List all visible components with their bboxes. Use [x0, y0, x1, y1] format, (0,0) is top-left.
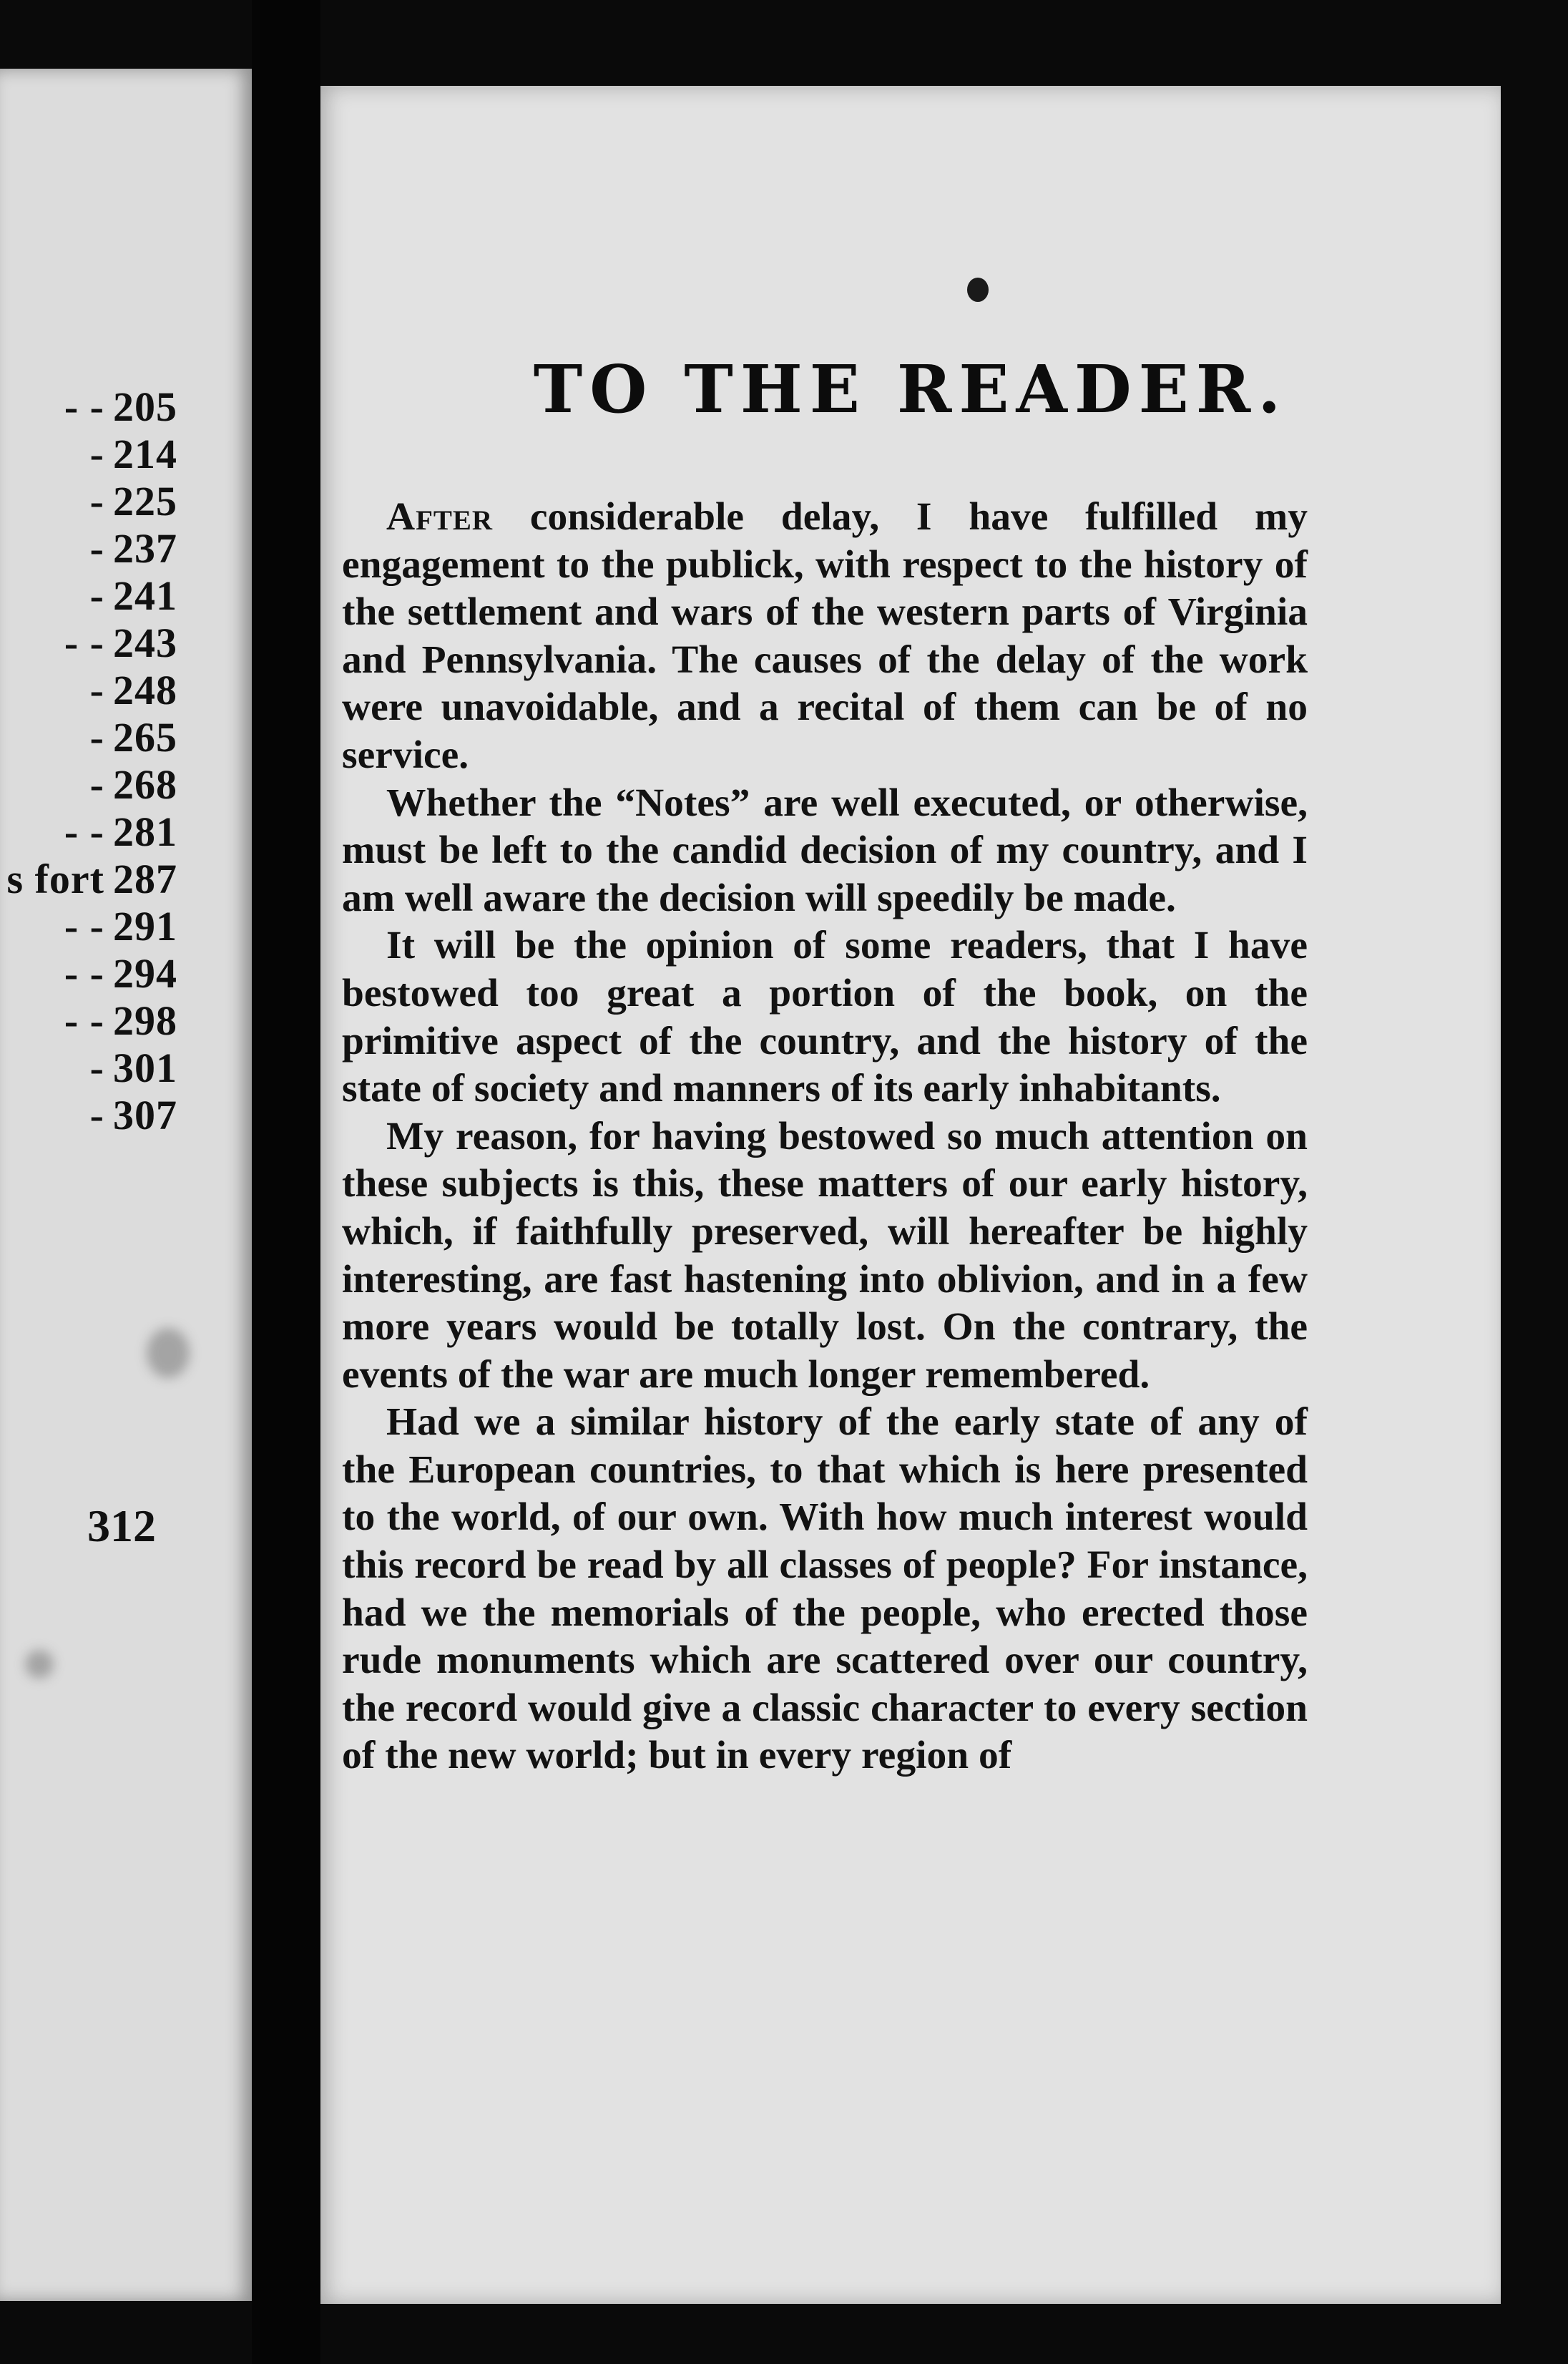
toc-leader: -: [89, 431, 104, 477]
toc-row: [0, 856, 177, 903]
toc-page-number: 268: [113, 761, 177, 808]
toc-page-number: 294: [113, 950, 177, 997]
toc-leader: -: [89, 1045, 104, 1091]
toc-row: [0, 384, 177, 431]
ink-smudge: [147, 1328, 190, 1378]
toc-page-number: 301: [113, 1045, 177, 1091]
toc-page-number: 205: [113, 384, 177, 430]
toc-leader: -: [89, 478, 104, 524]
toc-leader: -: [89, 714, 104, 761]
toc-page-number: 298: [113, 997, 177, 1044]
toc-row: [0, 809, 177, 856]
paragraph: [342, 922, 1308, 1113]
paragraph-text: considerable delay, I have fulfilled my engagement to the publick, with respect to the history of the settlement and wars of the western parts of Virginia and Pennsylvania. The causes of the delay of the work were unavoidable, and a recital of them can be of no service.: [342, 495, 1308, 777]
paragraph-text: Had we a similar history of the early state of any of the European countries, to that which is here presented to the world, of our own. With how much interest would this record be read by all classes of people? For instance, had we the memorials of the people, who erected those rude monuments which are scattered over our country, the record would give a classic character to every section of the new world; but in every region of: [342, 1400, 1308, 1778]
left-page: [0, 69, 252, 2301]
right-page: [320, 86, 1501, 2304]
toc-leader: - -: [64, 903, 104, 949]
toc-row: [0, 478, 177, 525]
toc-row: [0, 761, 177, 809]
title-ornament: [967, 278, 989, 302]
page-title: TO THE READER.: [533, 351, 1288, 428]
toc-row: [0, 667, 177, 714]
toc-leader: - -: [64, 620, 104, 666]
toc-page-number: 307: [113, 1092, 177, 1138]
toc-leader: - -: [64, 997, 104, 1044]
paragraph: [342, 494, 1308, 780]
toc-row: [0, 950, 177, 997]
toc-page-number: 243: [113, 620, 177, 666]
toc-row: [0, 431, 177, 478]
toc-row: [0, 620, 177, 667]
toc-page-number: 287: [113, 856, 177, 902]
toc-row: [0, 1045, 177, 1092]
toc-page-number: 291: [113, 903, 177, 949]
toc-page-number: 248: [113, 667, 177, 713]
toc-leader: -: [89, 572, 104, 619]
table-of-contents: [0, 384, 177, 1139]
toc-row: [0, 572, 177, 620]
toc-leader: s fort: [6, 856, 104, 902]
paragraph: [342, 1113, 1308, 1400]
toc-row: [0, 997, 177, 1045]
ink-smudge: [25, 1650, 54, 1679]
book-gutter: [252, 0, 320, 2364]
toc-page-number: 225: [113, 478, 177, 524]
toc-row: [0, 1092, 177, 1139]
toc-row: [0, 903, 177, 950]
paragraph-text: My reason, for having bestowed so much attention on these subjects is this, these matters of our early history, which, if faithfully preserved, will hereafter be highly interesting, are fast hastening into oblivion, and in a few more years would be totally lost. On the contrary, the events of the war are much longer remembered.: [342, 1114, 1308, 1397]
toc-leader: - -: [64, 809, 104, 855]
toc-row: [0, 714, 177, 761]
toc-leader: - -: [64, 950, 104, 997]
toc-page-number: 241: [113, 572, 177, 619]
toc-leader: -: [89, 1092, 104, 1138]
paragraph-text: It will be the opinion of some readers, that I have bestowed too great a portion of the book, on the primitive aspect of the country, and the history of the state of society and manners of its early inhabitants.: [342, 924, 1308, 1111]
paragraph: [342, 780, 1308, 923]
body-text: [342, 494, 1308, 1780]
toc-leader: -: [89, 667, 104, 713]
toc-page-number: 237: [113, 525, 177, 572]
toc-leader: -: [89, 761, 104, 808]
toc-leader: -: [89, 525, 104, 572]
paragraph: [342, 1399, 1308, 1780]
toc-leader: - -: [64, 384, 104, 430]
toc-page-number: 281: [113, 809, 177, 855]
toc-row: [0, 525, 177, 572]
paragraph-lead-word: After: [386, 495, 494, 539]
toc-page-number: 265: [113, 714, 177, 761]
left-page-number: 312: [87, 1500, 156, 1551]
toc-page-number: 214: [113, 431, 177, 477]
paragraph-text: Whether the “Notes” are well executed, or otherwise, must be left to the candid decision of my country, and I am well aware the decision will speedily be made.: [342, 781, 1308, 920]
